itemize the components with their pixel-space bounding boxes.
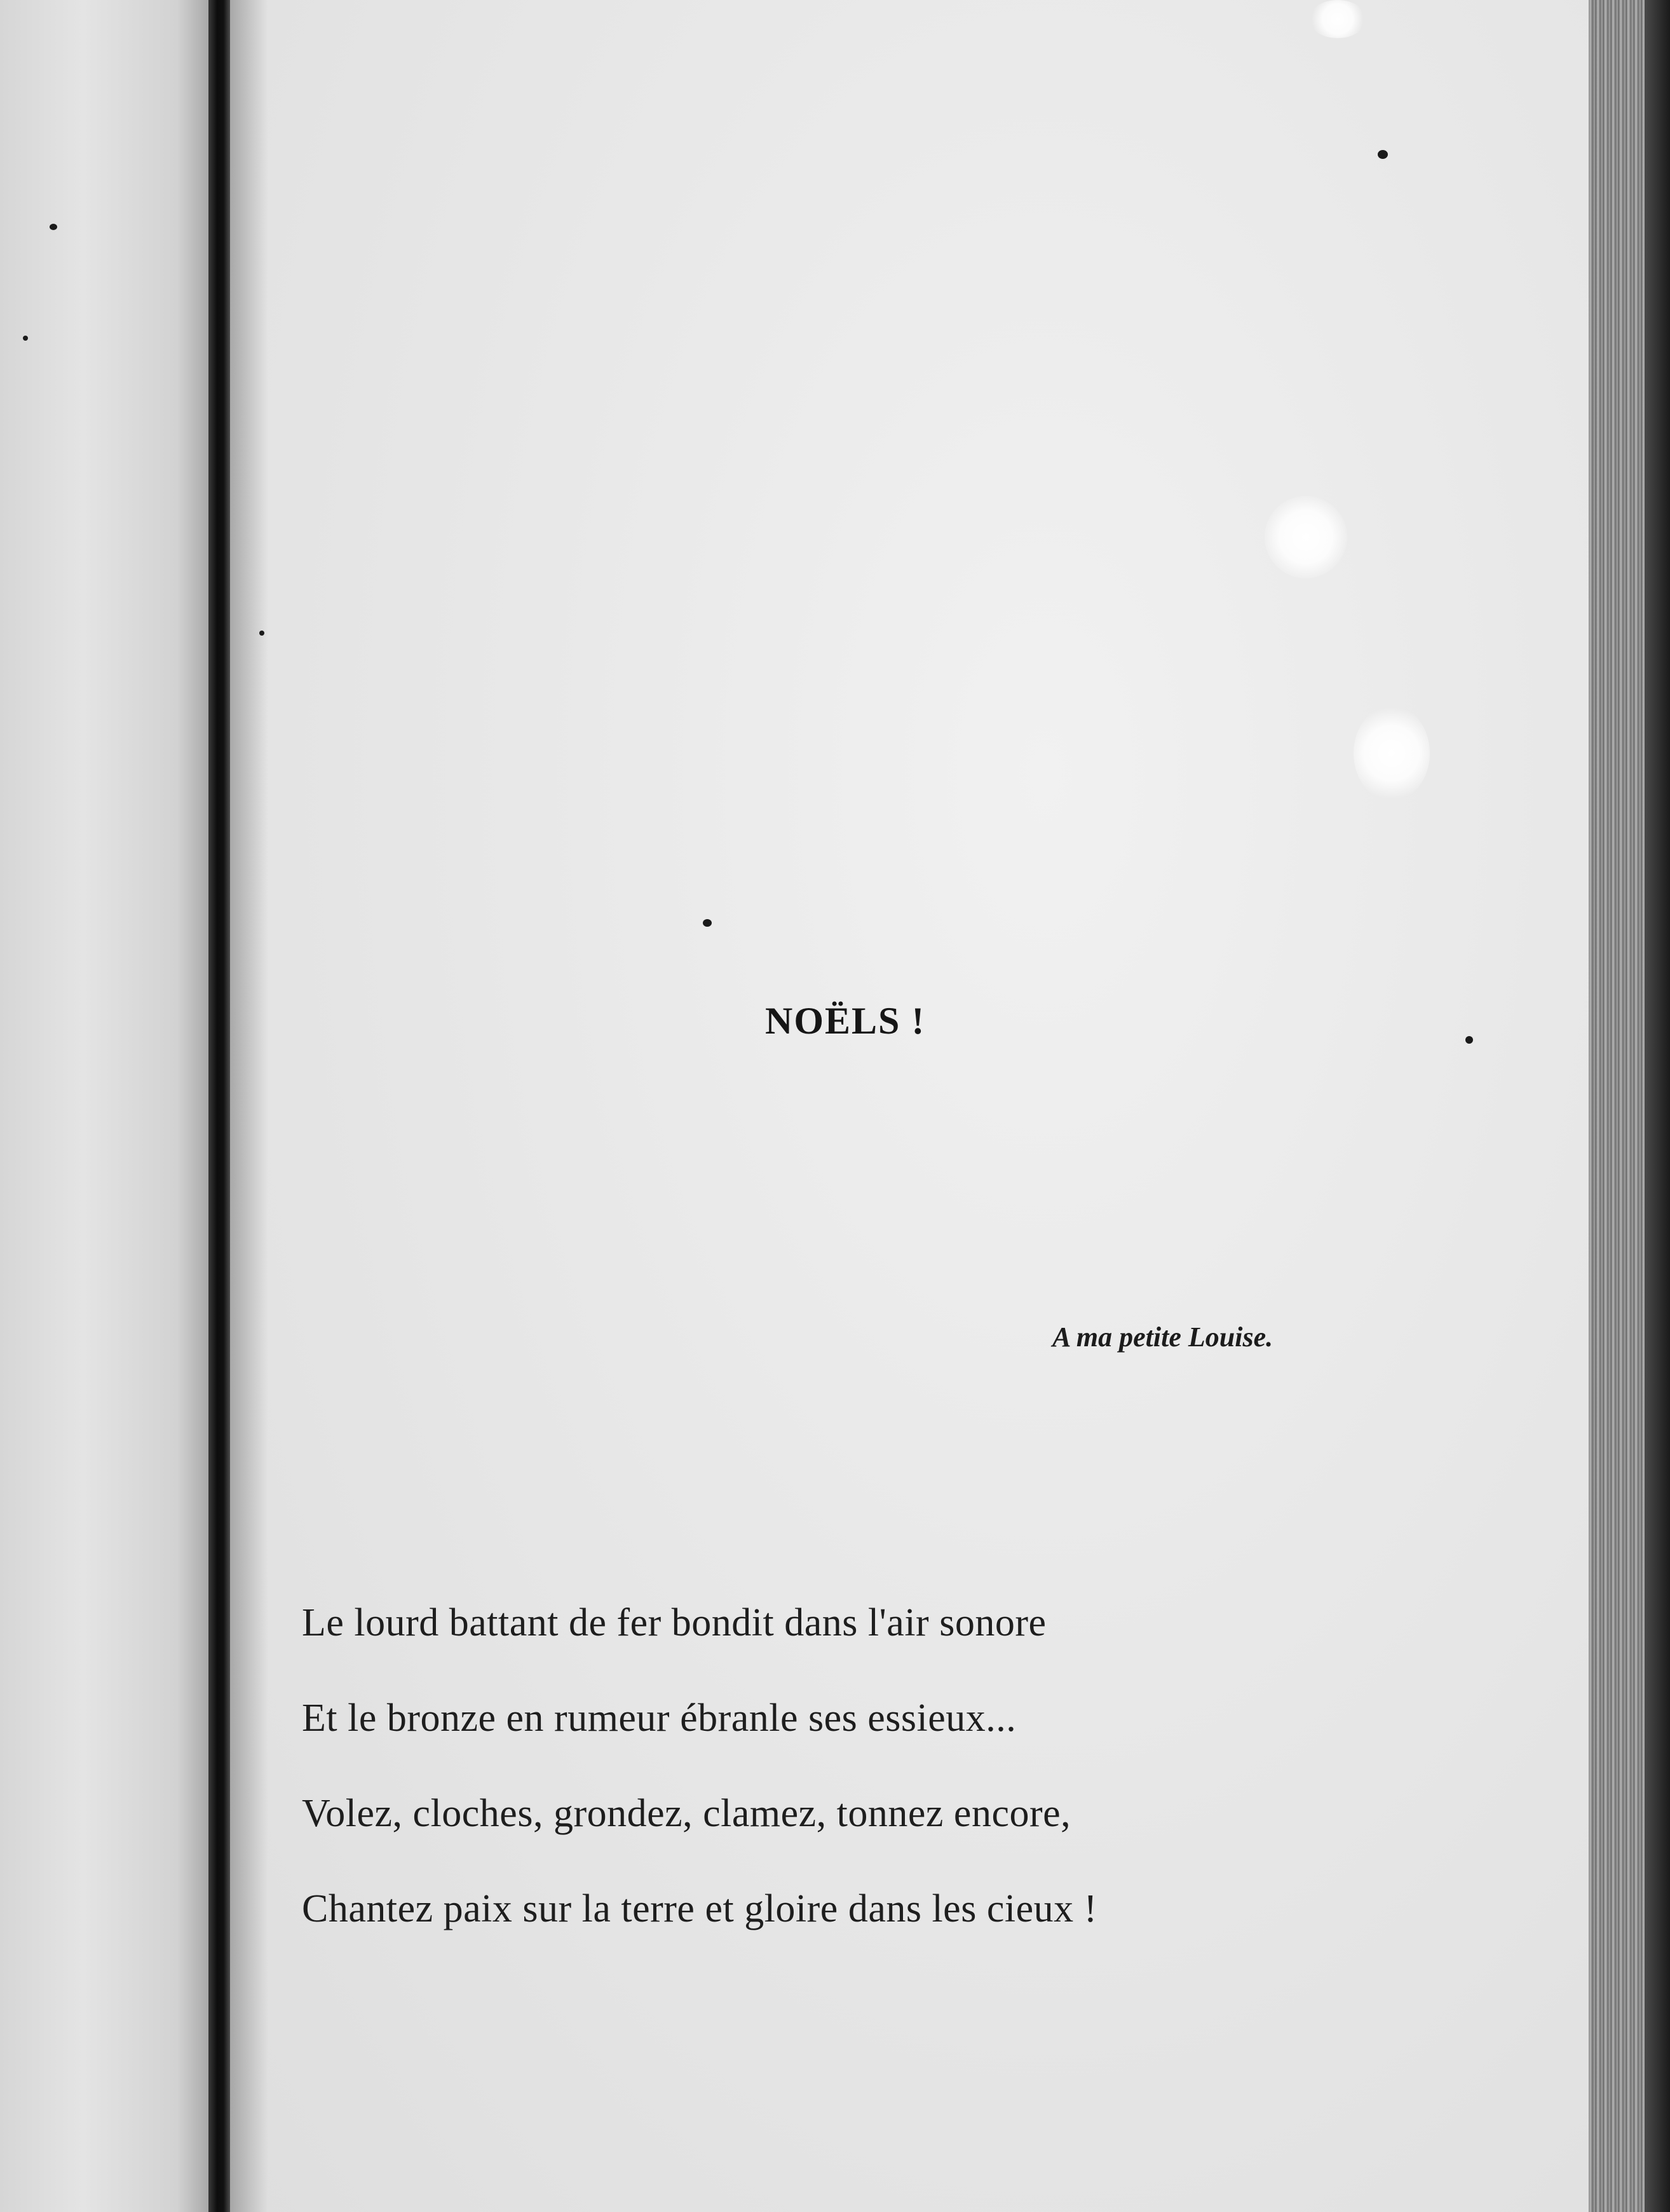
book-gutter <box>208 0 230 2212</box>
main-page <box>230 0 1589 2212</box>
left-facing-page <box>0 0 208 2212</box>
scan-speck <box>23 336 28 341</box>
scan-speck <box>703 919 712 927</box>
scan-speck <box>1378 150 1388 159</box>
verse-line: Chantez paix sur la terre et gloire dans les cieux ! <box>302 1887 1097 1930</box>
scan-speck <box>1465 1036 1473 1044</box>
scan-bright-spot <box>1354 706 1430 801</box>
poem-dedication: A ma petite Louise. <box>1052 1321 1273 1353</box>
scan-bright-spot <box>1265 496 1347 578</box>
poem-title: NOËLS ! <box>765 1000 926 1042</box>
scan-speck <box>50 224 57 230</box>
verse-line: Volez, cloches, grondez, clamez, tonnez encore, <box>302 1792 1071 1835</box>
verse-line: Et le bronze en rumeur ébranle ses essieux... <box>302 1697 1017 1740</box>
scan-bright-spot <box>1309 0 1366 38</box>
verse-line: Le lourd battant de fer bondit dans l'air sonore <box>302 1601 1047 1644</box>
page-edges <box>1589 0 1670 2212</box>
scan-speck <box>259 631 264 636</box>
